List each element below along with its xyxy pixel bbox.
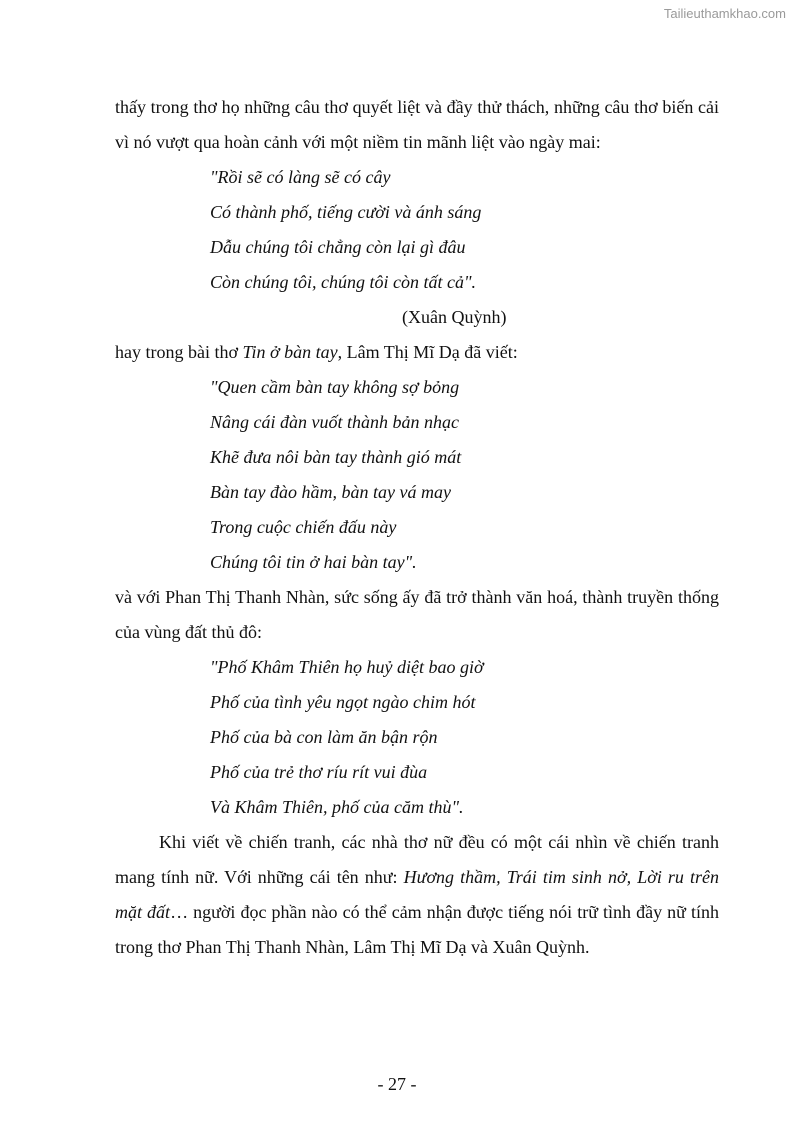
paragraph-4-text-plain: mang tính nữ. Với những cái tên như: — [115, 867, 404, 887]
book-title-end: mặt đất — [115, 902, 171, 922]
poem-line: Khẽ đưa nôi bàn tay thành gió mát — [210, 447, 462, 467]
poem-line: Dẫu chúng tôi chẳng còn lại gì đâu — [210, 237, 466, 257]
poem-line: Phố của trẻ thơ ríu rít vui đùa — [210, 762, 428, 782]
poem-line: Nâng cái đàn vuốt thành bản nhạc — [210, 412, 459, 432]
poem-title: Tin ở bàn tay — [242, 342, 338, 362]
poem-line: Trong cuộc chiến đấu này — [210, 517, 397, 537]
paragraph-2 — [115, 335, 719, 370]
paragraph-3-line-2: thống của vùng đất thủ đô: — [115, 587, 719, 642]
page-number: - 27 - — [377, 1074, 417, 1094]
paragraph-1-line-2: cải vì nó vượt qua hoàn cảnh với một niềm tin mãnh liệt vào ngày mai: — [115, 97, 720, 152]
poem-line: Bàn tay đào hầm, bàn tay vá may — [210, 482, 451, 502]
page-body — [115, 90, 719, 965]
poem-line: Chúng tôi tin ở hai bàn tay". — [210, 552, 417, 572]
paragraph-3-line-1: và với Phan Thị Thanh Nhàn, sức sống ấy đã trở thành văn hoá, thành truyền — [115, 587, 674, 607]
poem-line: "Rồi sẽ có làng sẽ có cây — [210, 167, 391, 187]
poem-phan-thi-thanh-nhan — [210, 650, 719, 825]
paragraph-4-line-1: Khi viết về chiến tranh, các nhà thơ nữ đều có một cái nhìn về chiến tranh — [159, 832, 719, 852]
poem-line: "Quen cầm bàn tay không sợ bỏng — [210, 377, 460, 397]
poem-line: Và Khâm Thiên, phố của căm thù". — [210, 797, 464, 817]
book-titles: Hương thầm, Trái tim sinh nở, Lời ru trên — [403, 867, 719, 887]
watermark: Tailieuthamkhao.com — [663, 6, 786, 21]
paragraph-2-text-after: , Lâm Thị Mĩ Dạ đã viết: — [337, 342, 518, 362]
paragraph-1-line-1: thấy trong thơ họ những câu thơ quyết liệt và đầy thử thách, những câu thơ biến — [115, 97, 694, 117]
paragraph-4-text-continue: … người đọc phần nào có thể cảm nhận được tiếng nói trữ tình đầy nữ — [170, 902, 686, 922]
paragraph-4 — [115, 825, 719, 965]
poem-xuan-quynh — [210, 160, 719, 300]
paragraph-4-line-4: tính trong thơ Phan Thị Thanh Nhàn, Lâm Thị Mĩ Dạ và Xuân Quỳnh. — [115, 902, 719, 957]
poem-line: "Phố Khâm Thiên họ huỷ diệt bao giờ — [210, 657, 484, 677]
poem-attribution: (Xuân Quỳnh) — [402, 307, 507, 327]
poem-lam-thi-mi-da — [210, 370, 719, 580]
poem-line: Phố của bà con làm ăn bận rộn — [210, 727, 438, 747]
paragraph-1 — [115, 90, 719, 160]
poem-line: Phố của tình yêu ngọt ngào chim hót — [210, 692, 476, 712]
paragraph-3 — [115, 580, 719, 650]
paragraph-2-text-before: hay trong bài thơ — [115, 342, 243, 362]
poem-line: Có thành phố, tiếng cười và ánh sáng — [210, 202, 482, 222]
poem-line: Còn chúng tôi, chúng tôi còn tất cả". — [210, 272, 477, 292]
